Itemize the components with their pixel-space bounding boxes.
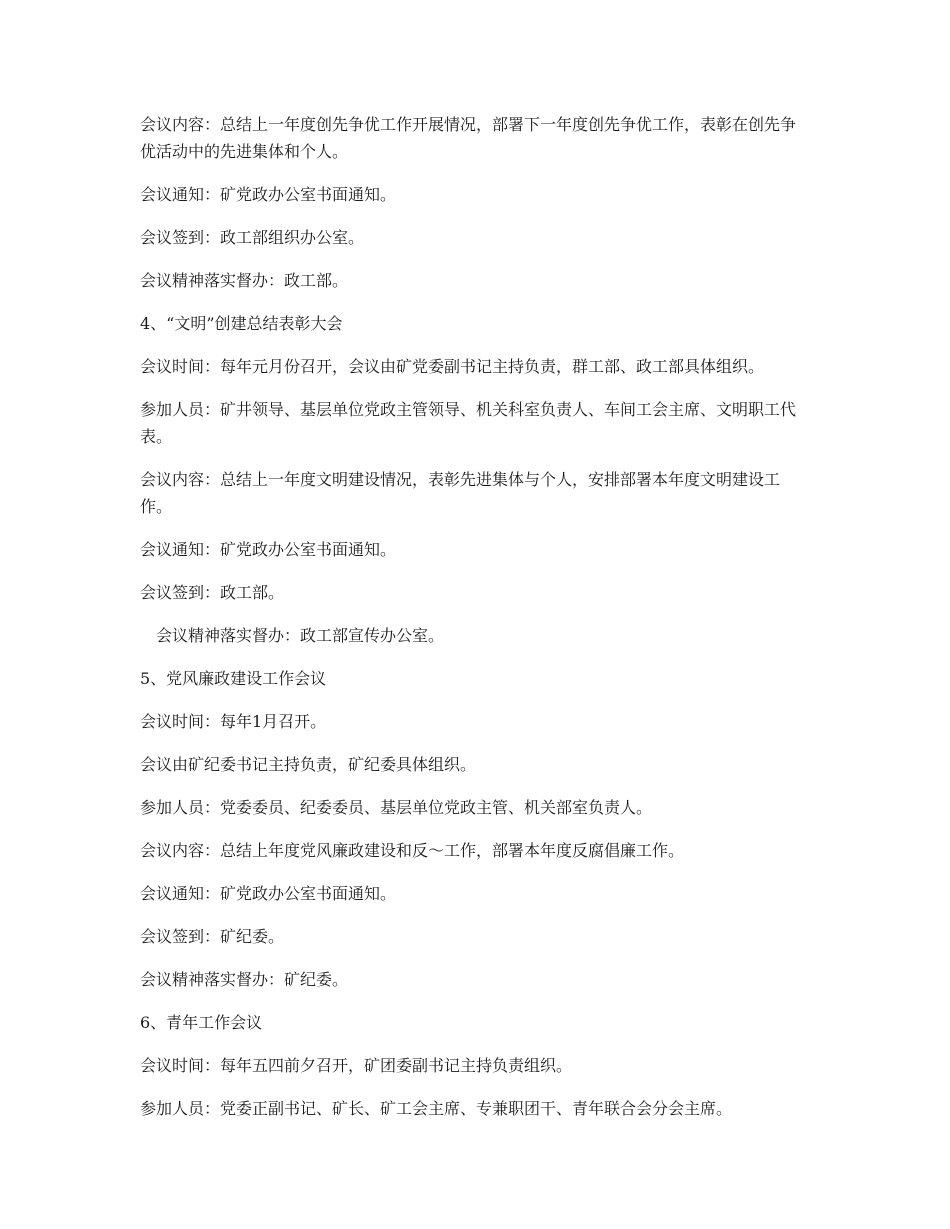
paragraph-meeting-supervision-1: 会议精神落实督办：政工部。: [140, 271, 349, 290]
paragraph-meeting-time-6: 会议时间：每年五四前夕召开，矿团委副书记主持负责组织。: [140, 1056, 573, 1075]
paragraph-meeting-time-4: 会议时间：每年元月份召开，会议由矿党委副书记主持负责，群工部、政工部具体组织。: [140, 357, 765, 376]
paragraph-meeting-time-5: 会议时间：每年1月召开。: [140, 712, 327, 731]
paragraph-meeting-supervision-4: 会议精神落实督办：政工部宣传办公室。: [156, 626, 445, 645]
paragraph-meeting-content-4: 会议内容：总结上一年度文明建设情况，表彰先进集体与个人，安排部署本年度文明建设工作。: [140, 470, 781, 516]
section-heading-5: 5、党风廉政建设工作会议: [140, 669, 327, 688]
paragraph-meeting-notice-1: 会议通知：矿党政办公室书面通知。: [140, 185, 397, 204]
paragraph-meeting-supervision-5: 会议精神落实督办：矿纪委。: [140, 970, 349, 989]
document-body: [140, 111, 810, 1138]
paragraph-meeting-content-5: 会议内容：总结上年度党风廉政建设和反～工作，部署本年度反腐倡廉工作。: [140, 841, 685, 860]
section-heading-4: 4、“文明”创建总结表彰大会: [140, 314, 343, 333]
paragraph-attendees-5: 参加人员：党委委员、纪委委员、基层单位党政主管、机关部室负责人。: [140, 798, 653, 817]
paragraph-meeting-signin-1: 会议签到：政工部组织办公室。: [140, 228, 365, 247]
paragraph-attendees-4: 参加人员：矿井领导、基层单位党政主管领导、机关科室负责人、车间工会主席、文明职工代表。: [140, 400, 797, 446]
paragraph-meeting-content-1: 会议内容：总结上一年度创先争优工作开展情况，部署下一年度创先争优工作，表彰在创先争优活动中的先进集体和个人。: [140, 115, 797, 161]
paragraph-meeting-signin-5: 会议签到：矿纪委。: [140, 927, 285, 946]
paragraph-meeting-notice-5: 会议通知：矿党政办公室书面通知。: [140, 884, 397, 903]
paragraph-meeting-notice-4: 会议通知：矿党政办公室书面通知。: [140, 540, 397, 559]
section-heading-6: 6、青年工作会议: [140, 1013, 263, 1032]
paragraph-attendees-6: 参加人员：党委正副书记、矿长、矿工会主席、专兼职团干、青年联合会分会主席。: [140, 1099, 733, 1118]
paragraph-meeting-signin-4: 会议签到：政工部。: [140, 583, 285, 602]
paragraph-meeting-host-5: 会议由矿纪委书记主持负责，矿纪委具体组织。: [140, 755, 477, 774]
